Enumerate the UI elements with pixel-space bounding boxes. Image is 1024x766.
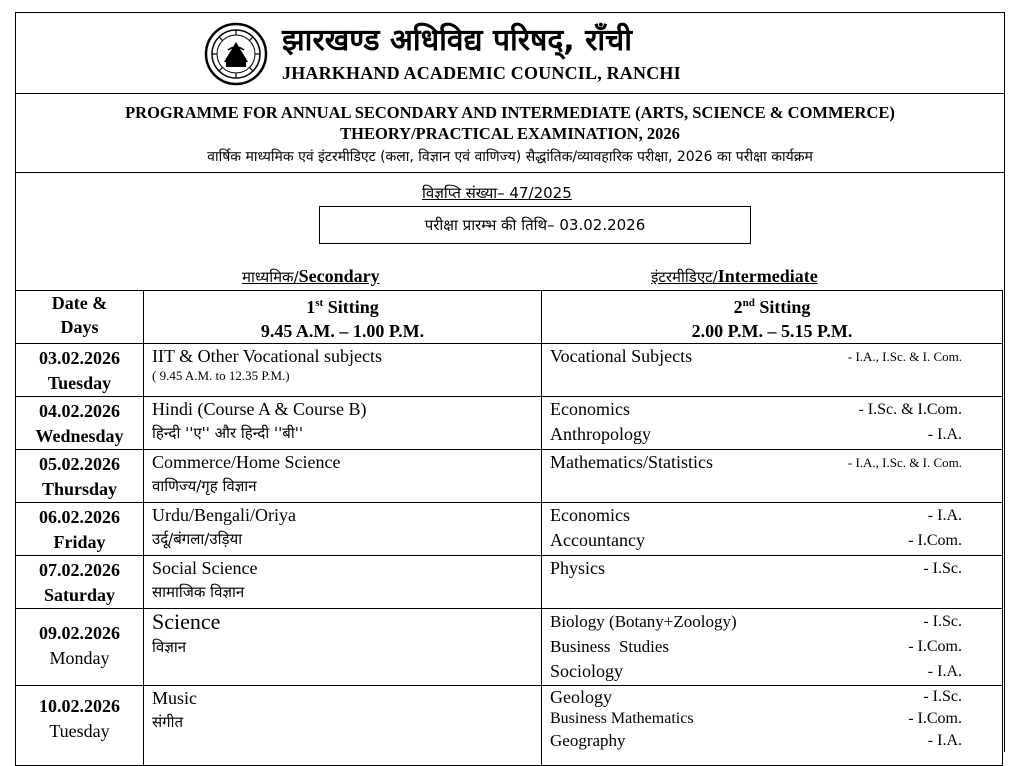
secondary-timing-note: ( 9.45 A.M. to 12.35 P.M.) bbox=[152, 368, 290, 383]
date-cell bbox=[16, 556, 144, 609]
intermediate-subject bbox=[550, 450, 1002, 475]
exam-day: Wednesday bbox=[35, 426, 124, 446]
subject-name: Geology bbox=[550, 687, 612, 707]
intermediate-subject bbox=[550, 556, 1002, 581]
intermediate-cell bbox=[542, 344, 1003, 397]
subject-name: Mathematics/Statistics bbox=[550, 452, 713, 472]
date-days-header bbox=[16, 291, 144, 344]
subject-name: Anthropology bbox=[550, 424, 651, 444]
first-sitting-header bbox=[144, 291, 542, 344]
secondary-heading-english: Secondary bbox=[298, 266, 380, 286]
subject-name: Business Studies bbox=[550, 637, 670, 656]
date-cell bbox=[16, 503, 144, 556]
date-cell bbox=[16, 609, 144, 686]
intermediate-cell bbox=[542, 397, 1003, 450]
notice-number: विज्ञप्ति संख्या– 47/2025 bbox=[422, 184, 572, 202]
exam-day: Thursday bbox=[41, 479, 118, 499]
secondary-subject: Hindi (Course A & Course B) bbox=[152, 399, 367, 419]
second-sitting-time: 2.00 P.M. – 5.15 P.M. bbox=[691, 321, 853, 341]
stream-label: - I.Sc. bbox=[923, 560, 962, 577]
council-title-english: JHARKHAND ACADEMIC COUNCIL, RANCHI bbox=[282, 63, 681, 83]
exam-date: 09.02.2026 bbox=[39, 623, 120, 643]
secondary-subject: Urdu/Bengali/Oriya bbox=[152, 505, 296, 525]
date-label: Date & bbox=[51, 293, 108, 313]
stream-label: - I.A. bbox=[927, 732, 962, 749]
stream-label: - I.A. bbox=[927, 663, 962, 680]
secondary-subject: Music bbox=[152, 688, 197, 708]
exam-date: 07.02.2026 bbox=[39, 560, 120, 580]
secondary-heading bbox=[242, 266, 380, 287]
secondary-cell bbox=[144, 686, 542, 766]
intermediate-subject bbox=[550, 634, 1002, 659]
stream-label: - I.Sc. & I.Com. bbox=[858, 401, 962, 418]
second-sitting-header bbox=[542, 291, 1003, 344]
subject-name: Business Mathematics bbox=[550, 710, 694, 727]
intermediate-subject bbox=[550, 397, 1002, 422]
table-row bbox=[16, 686, 1003, 766]
stream-label: - I.A. bbox=[927, 426, 962, 443]
date-cell bbox=[16, 450, 144, 503]
secondary-cell bbox=[144, 397, 542, 450]
intermediate-cell bbox=[542, 556, 1003, 609]
secondary-cell bbox=[144, 556, 542, 609]
intermediate-cell bbox=[542, 450, 1003, 503]
exam-date: 10.02.2026 bbox=[39, 696, 120, 716]
intermediate-subject bbox=[550, 609, 1002, 634]
subject-name: Geography bbox=[550, 731, 626, 750]
stream-label: - I.A., I.Sc. & I. Com. bbox=[847, 455, 962, 470]
secondary-subject-hindi: वाणिज्य/गृह विज्ञान bbox=[152, 477, 257, 495]
stream-label: - I.Sc. bbox=[923, 688, 962, 705]
subject-name: Biology (Botany+Zoology) bbox=[550, 612, 737, 631]
exam-start-date-box bbox=[319, 206, 751, 244]
date-cell bbox=[16, 344, 144, 397]
subject-name: Accountancy bbox=[550, 530, 645, 550]
second-sitting-ordinal: nd bbox=[742, 297, 755, 309]
intermediate-cell bbox=[542, 609, 1003, 686]
subject-name: Sociology bbox=[550, 661, 624, 681]
council-emblem-icon bbox=[204, 22, 268, 86]
intermediate-subject bbox=[550, 730, 1002, 752]
exam-date: 05.02.2026 bbox=[39, 454, 120, 474]
intermediate-heading bbox=[651, 266, 818, 287]
intermediate-heading-english: Intermediate bbox=[717, 266, 818, 286]
date-cell bbox=[16, 397, 144, 450]
stream-label: - I.Com. bbox=[908, 532, 962, 549]
secondary-subject: Social Science bbox=[152, 558, 258, 578]
first-sitting-label: Sitting bbox=[323, 297, 379, 317]
first-sitting-ordinal: st bbox=[315, 297, 324, 309]
secondary-subject-hindi: हिन्दी ''ए'' और हिन्दी ''बी'' bbox=[152, 424, 303, 442]
subject-name: Physics bbox=[550, 558, 606, 578]
intermediate-heading-hindi: इंटरमीडिएट/ bbox=[651, 268, 718, 286]
table-row bbox=[16, 397, 1003, 450]
table-row bbox=[16, 344, 1003, 397]
secondary-cell bbox=[144, 609, 542, 686]
second-sitting-number: 2 bbox=[733, 297, 743, 317]
programme-title-hindi: वार्षिक माध्यमिक एवं इंटरमीडिएट (कला, विज्ञान एवं वाणिज्य) सैद्धांतिक/व्यावहारिक परीक्षा, 2026 का परीक्षा कार्यक्रम bbox=[207, 149, 813, 165]
table-row bbox=[16, 450, 1003, 503]
table-header-row bbox=[16, 291, 1003, 344]
exam-day: Saturday bbox=[43, 585, 115, 605]
stream-label: - I.Com. bbox=[908, 710, 962, 727]
stream-label: - I.Sc. bbox=[923, 613, 962, 630]
secondary-heading-hindi: माध्यमिक/ bbox=[242, 268, 299, 286]
table-row bbox=[16, 503, 1003, 556]
stream-label: - I.Com. bbox=[908, 638, 962, 655]
exam-day: Friday bbox=[53, 532, 106, 552]
intermediate-cell bbox=[542, 503, 1003, 556]
secondary-subject: Commerce/Home Science bbox=[152, 452, 341, 472]
exam-start-date: परीक्षा प्रारम्भ की तिथि– 03.02.2026 bbox=[424, 216, 646, 234]
first-sitting-number: 1 bbox=[306, 297, 316, 317]
secondary-subject-hindi: सामाजिक विज्ञान bbox=[152, 583, 245, 601]
exam-date: 04.02.2026 bbox=[39, 401, 120, 421]
exam-schedule-table bbox=[15, 290, 1003, 766]
programme-title-line1: PROGRAMME FOR ANNUAL SECONDARY AND INTERMEDIATE (ARTS, SCIENCE & COMMERCE) bbox=[125, 103, 895, 122]
intermediate-subject bbox=[550, 344, 1002, 369]
secondary-subject-hindi: विज्ञान bbox=[152, 638, 187, 656]
table-row bbox=[16, 556, 1003, 609]
subject-name: Vocational Subjects bbox=[550, 346, 693, 366]
subject-name: Economics bbox=[550, 399, 630, 419]
exam-day: Tuesday bbox=[49, 721, 110, 741]
stream-label: - I.A. bbox=[927, 507, 962, 524]
secondary-subject: Science bbox=[152, 609, 221, 634]
secondary-subject-hindi: उर्दू/बंगला/उड़िया bbox=[152, 530, 243, 548]
table-row bbox=[16, 609, 1003, 686]
exam-date: 06.02.2026 bbox=[39, 507, 120, 527]
intermediate-cell bbox=[542, 686, 1003, 766]
exam-day: Tuesday bbox=[47, 373, 112, 393]
programme-title-line2: THEORY/PRACTICAL EXAMINATION, 2026 bbox=[340, 124, 680, 143]
stream-label: - I.A., I.Sc. & I. Com. bbox=[847, 349, 962, 364]
subject-name: Economics bbox=[550, 505, 630, 525]
divider bbox=[15, 93, 1005, 94]
second-sitting-title bbox=[542, 291, 1002, 319]
secondary-cell bbox=[144, 503, 542, 556]
intermediate-subject bbox=[550, 708, 1002, 730]
days-label: Days bbox=[60, 317, 99, 337]
second-sitting-label: Sitting bbox=[754, 297, 811, 317]
secondary-cell bbox=[144, 450, 542, 503]
date-cell bbox=[16, 686, 144, 766]
intermediate-subject bbox=[550, 686, 1002, 708]
intermediate-subject bbox=[550, 503, 1002, 528]
first-sitting-time: 9.45 A.M. – 1.00 P.M. bbox=[260, 321, 425, 341]
intermediate-subject bbox=[550, 659, 1002, 684]
intermediate-subject bbox=[550, 528, 1002, 553]
secondary-cell bbox=[144, 344, 542, 397]
exam-date: 03.02.2026 bbox=[39, 348, 120, 368]
first-sitting-title bbox=[144, 291, 541, 319]
exam-day: Monday bbox=[49, 648, 110, 668]
secondary-subject: IIT & Other Vocational subjects bbox=[152, 346, 382, 366]
intermediate-subject bbox=[550, 422, 1002, 447]
council-title-hindi: झारखण्ड अधिविद्य परिषद्, राँची bbox=[282, 23, 632, 58]
divider bbox=[15, 172, 1005, 173]
secondary-subject-hindi: संगीत bbox=[152, 713, 184, 731]
